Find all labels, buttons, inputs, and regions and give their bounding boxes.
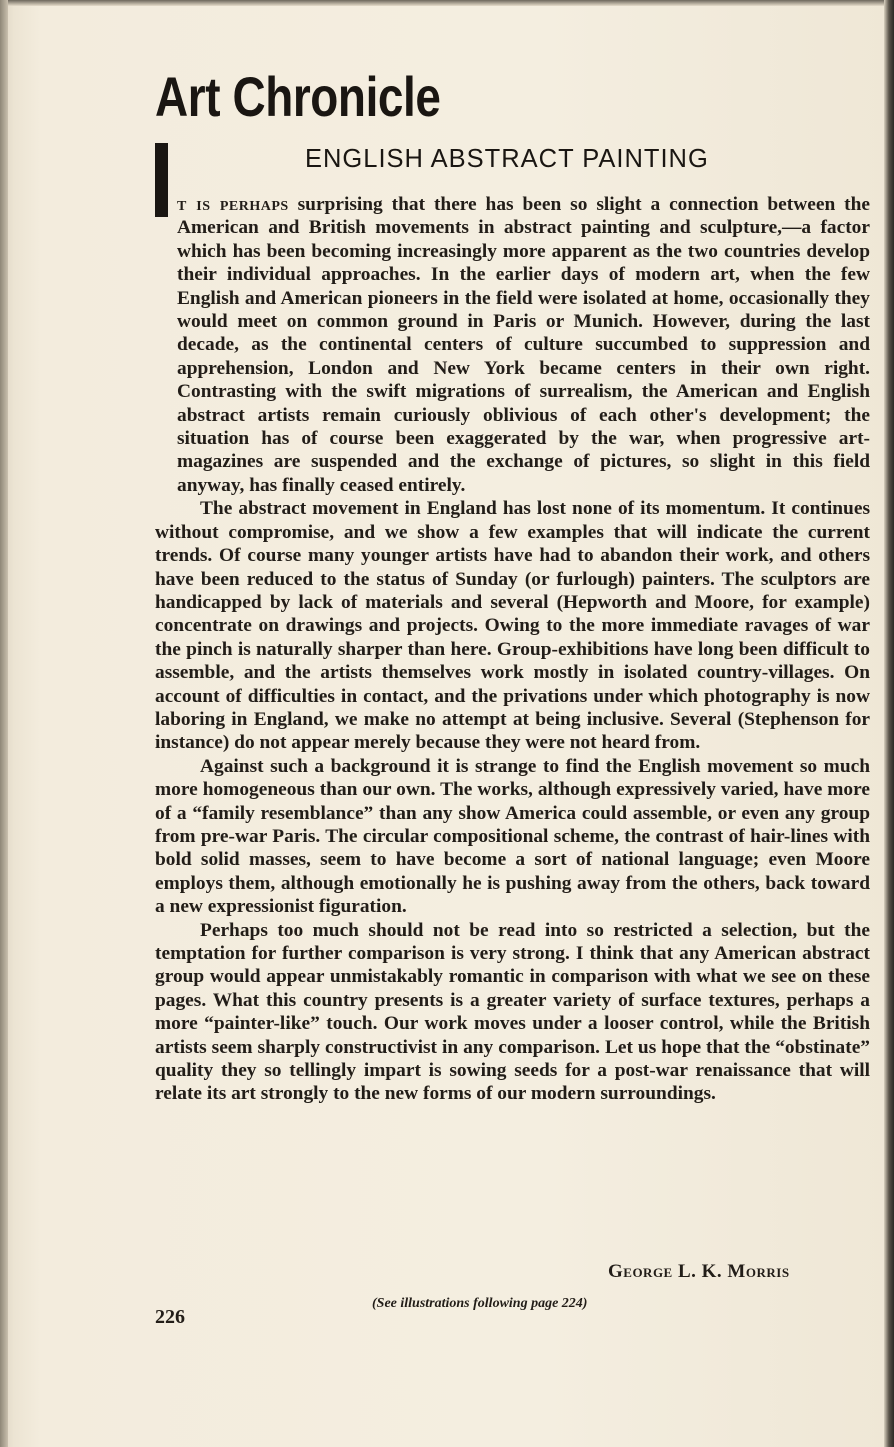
paragraph-2: The abstract movement in England has lost none of its momentum. It continues without compromise, and we show a few examples that will indicate the current trends. Of course many younger artists have had to abandon their work, and others have been reduced to the status of Sunday (or furlough) painters. The sculptors are handicapped by lack of materials and several (Hepworth and Moore, for example) concentrate on drawings and projects. Owing to the more immediate ravages of war the pinch is naturally sharper than here. Group-exhibitions have long been difficult to assemble, and the artists themselves work mostly in isolated country-villages. On account of difficulties in contact, and the privations under which photography is now laboring in England, we make no attempt at being inclusive. Several (Stephenson for instance) do not appear merely because they were not heard from.	[155, 498, 870, 754]
author-signature: George L. K. Morris	[608, 1261, 790, 1282]
paragraph-3: Against such a background it is strange to find the English movement so much more homogeneous than our own. The works, although expressively varied, have more of a “family resemblance” than any show America could assemble, or even any group from pre-war Paris. The circular compositional scheme, the contrast of hair-lines with bold solid masses, seem to have become a sort of national language; even Moore employs them, although emotionally he is pushing away from the others, back toward a new expressionist figuration.	[155, 755, 870, 918]
section-title: Art Chronicle	[155, 65, 441, 128]
page-right-edge	[884, 0, 894, 1447]
illustration-note: (See illustrations following page 224)	[372, 1296, 588, 1311]
paragraph-1	[155, 193, 870, 497]
page-binding-edge	[0, 0, 8, 1447]
paragraph-1-text: surprising that there has been so slight a connection between the American and British movements in abstract painting and sculpture,—a factor which has been becoming increasingly more apparent as the two countries develop their individual approaches. In the earlier days of modern art, when the few English and American pioneers in the field were isolated at home, occasionally they would meet on common ground in Paris or Munich. However, during the last decade, as the continental centers of culture succumbed to suppression and apprehension, London and New York became centers in their own right. Contrasting with the swift migrations of surrealism, the American and English abstract artists remain curiously oblivious of each other's development; the situation has of course been exaggerated by the war, when progressive art-magazines are suspended and the exchange of pictures, so slight in this field anyway, has finally ceased entirely.	[177, 194, 870, 496]
page-number: 226	[155, 1306, 185, 1328]
lead-words: t is perhaps	[177, 194, 289, 215]
paragraph-4: Perhaps too much should not be read into so restricted a selection, but the temptation for further comparison is very strong. I think that any American abstract group would appear unmistakably romantic in comparison with what we see on these pages. What this country presents is a greater variety of surface textures, perhaps a more “painter-like” touch. Our work moves under a looser control, while the British artists seem sharply constructivist in any comparison. Let us hope that the “obstinate” quality they so tellingly impart is sowing seeds for a post-war renaissance that will relate its art strongly to the new forms of our modern surroundings.	[155, 919, 870, 1105]
article-heading: ENGLISH ABSTRACT PAINTING	[305, 145, 709, 173]
page-top-edge	[0, 0, 894, 6]
article-body	[155, 193, 870, 1106]
